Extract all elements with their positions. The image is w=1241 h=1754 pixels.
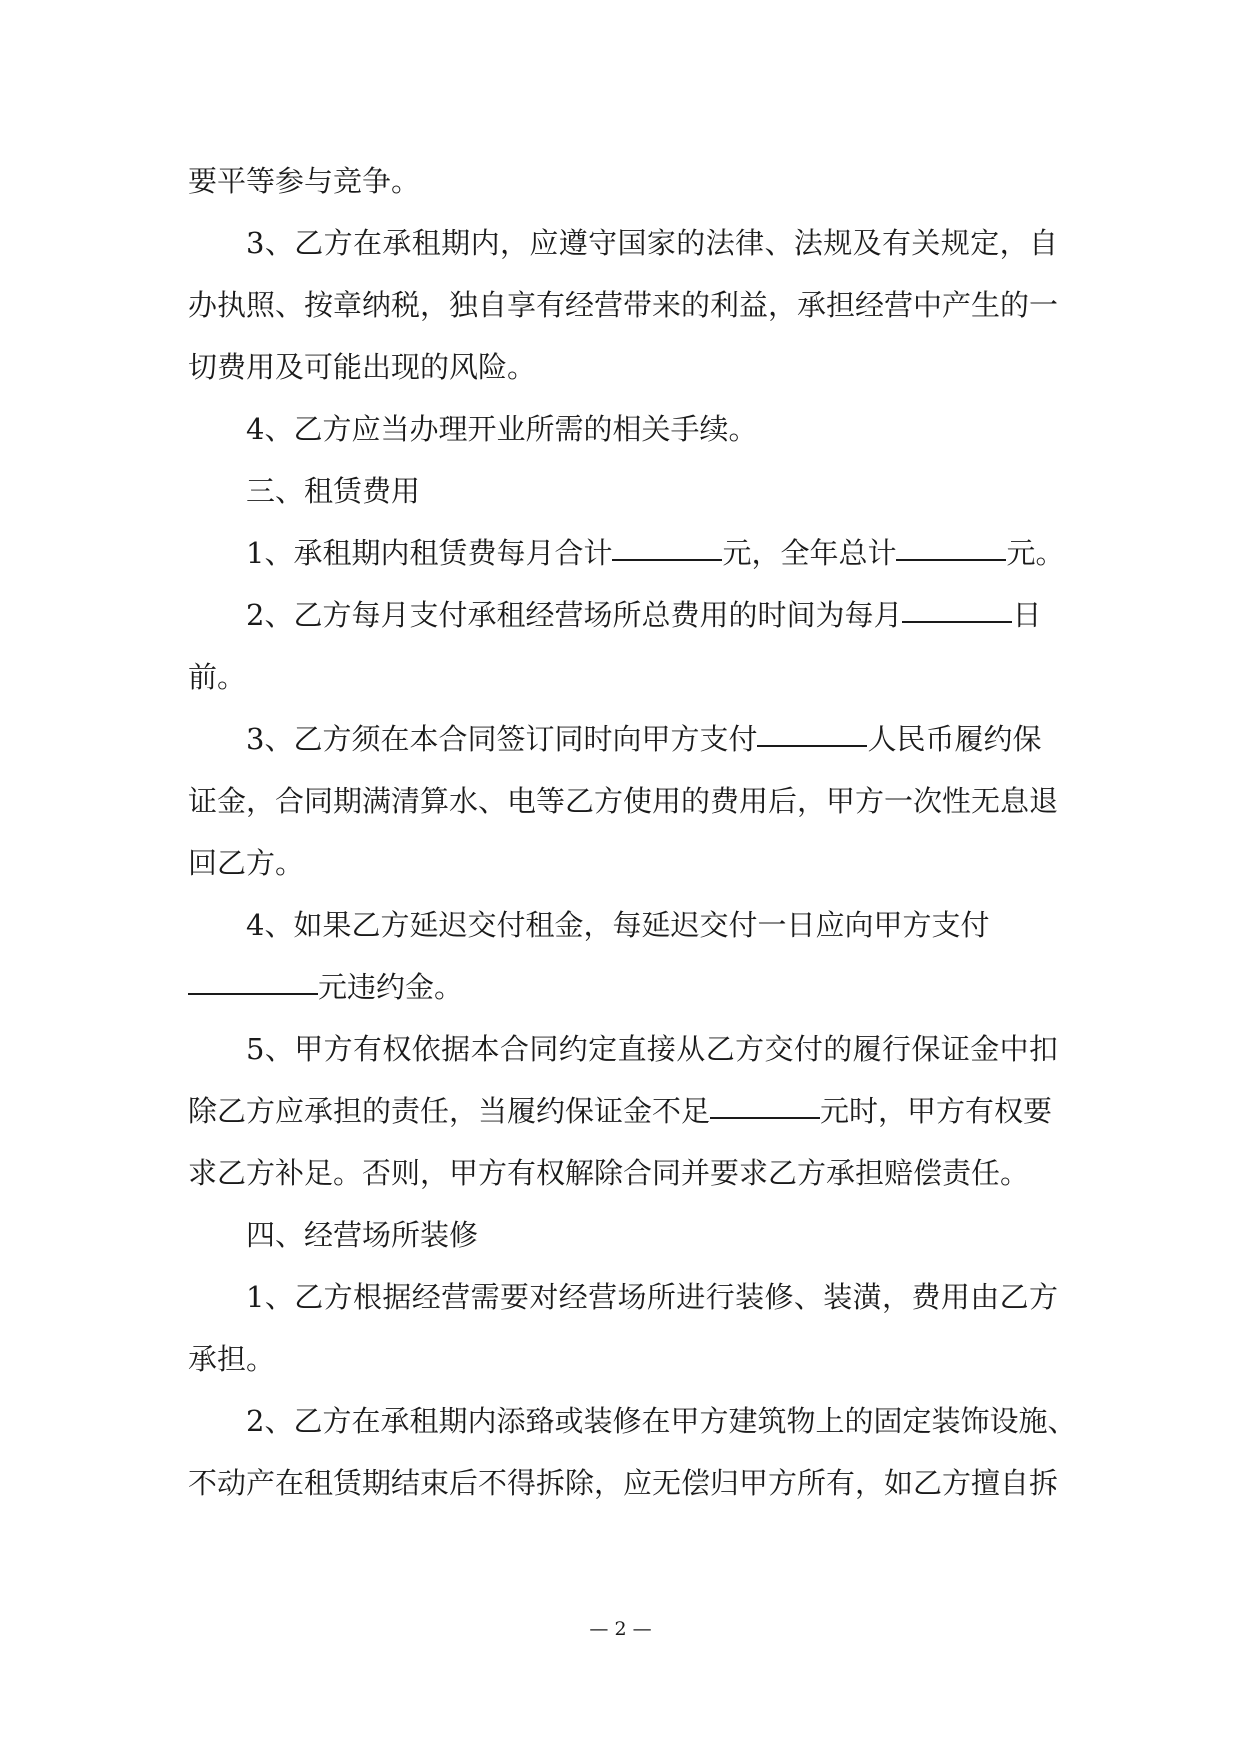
text-line [188, 398, 1058, 460]
text-fragment: 回乙方。 [188, 846, 305, 880]
text-line [188, 1452, 1058, 1514]
document-page [188, 150, 1077, 1514]
text-fragment: 四、经营场所装修 [246, 1218, 479, 1252]
text-line [188, 522, 1065, 584]
text-fragment: 要平等参与竞争。 [188, 164, 421, 198]
text-fragment: 切费用及可能出现的风险。 [188, 350, 537, 384]
text-line [188, 646, 1058, 708]
text-fragment: 4、如果乙方延迟交付租金，每延迟交付一日应向甲方支付 [246, 908, 990, 942]
text-fragment: 2、乙方每月支付承租经营场所总费用的时间为每月 [246, 598, 903, 632]
fill-in-blank [757, 725, 867, 747]
text-line [188, 1328, 1058, 1390]
text-fragment: 承担。 [188, 1342, 276, 1376]
text-line [188, 1390, 1077, 1452]
text-fragment: 5、甲方有权依据本合同约定直接从乙方交付的履行保证金中扣 [246, 1032, 1058, 1066]
fill-in-blank [710, 1097, 820, 1119]
text-fragment: 人民币履约保 [867, 722, 1042, 756]
section-heading [188, 460, 1058, 522]
text-fragment: 2、乙方在承租期内添臵或装修在甲方建筑物上的固定装饰设施、 [246, 1404, 1077, 1438]
text-fragment: 日 [1012, 598, 1042, 632]
text-fragment: 元，全年总计 [722, 536, 897, 570]
text-fragment: 三、租赁费用 [246, 474, 421, 508]
fill-in-blank [612, 539, 722, 561]
text-fragment: 办执照、按章纳税，独自享有经营带来的利益，承担经营中产生的一 [188, 288, 1059, 322]
text-fragment: 3、乙方在承租期内，应遵守国家的法律、法规及有关规定，自 [246, 226, 1058, 260]
text-fragment: 元违约金。 [318, 970, 464, 1004]
text-line [188, 1266, 1058, 1328]
text-line [188, 150, 1058, 212]
text-line [188, 1142, 1058, 1204]
fill-in-blank [896, 539, 1006, 561]
text-line [188, 336, 1058, 398]
text-line [188, 1080, 1058, 1142]
text-fragment: 1、乙方根据经营需要对经营场所进行装修、装潢，费用由乙方 [246, 1280, 1058, 1314]
text-line [188, 274, 1058, 336]
text-fragment: 除乙方应承担的责任，当履约保证金不足 [188, 1094, 711, 1128]
text-fragment: 前。 [188, 660, 247, 694]
section-heading [188, 1204, 1058, 1266]
text-line [188, 212, 1058, 274]
text-line [188, 894, 1058, 956]
text-fragment: 求乙方补足。否则，甲方有权解除合同并要求乙方承担赔偿责任。 [188, 1156, 1030, 1190]
text-line [188, 584, 1058, 646]
page-number: — 2 — [589, 1618, 652, 1640]
text-fragment: 证金，合同期满清算水、电等乙方使用的费用后，甲方一次性无息退 [188, 784, 1059, 818]
text-fragment: 4、乙方应当办理开业所需的相关手续。 [246, 412, 758, 446]
text-line [188, 956, 1058, 1018]
text-line [188, 832, 1058, 894]
text-fragment: 元时，甲方有权要 [820, 1094, 1053, 1128]
text-line [188, 708, 1058, 770]
text-line [188, 770, 1058, 832]
fill-in-blank [188, 973, 318, 995]
text-fragment: 元。 [1006, 536, 1065, 570]
fill-in-blank [902, 601, 1012, 623]
text-fragment: 不动产在租赁期结束后不得拆除，应无偿归甲方所有，如乙方擅自拆 [188, 1466, 1059, 1500]
text-line [188, 1018, 1058, 1080]
text-fragment: 3、乙方须在本合同签订同时向甲方支付 [246, 722, 758, 756]
text-fragment: 1、承租期内租赁费每月合计 [246, 536, 613, 570]
